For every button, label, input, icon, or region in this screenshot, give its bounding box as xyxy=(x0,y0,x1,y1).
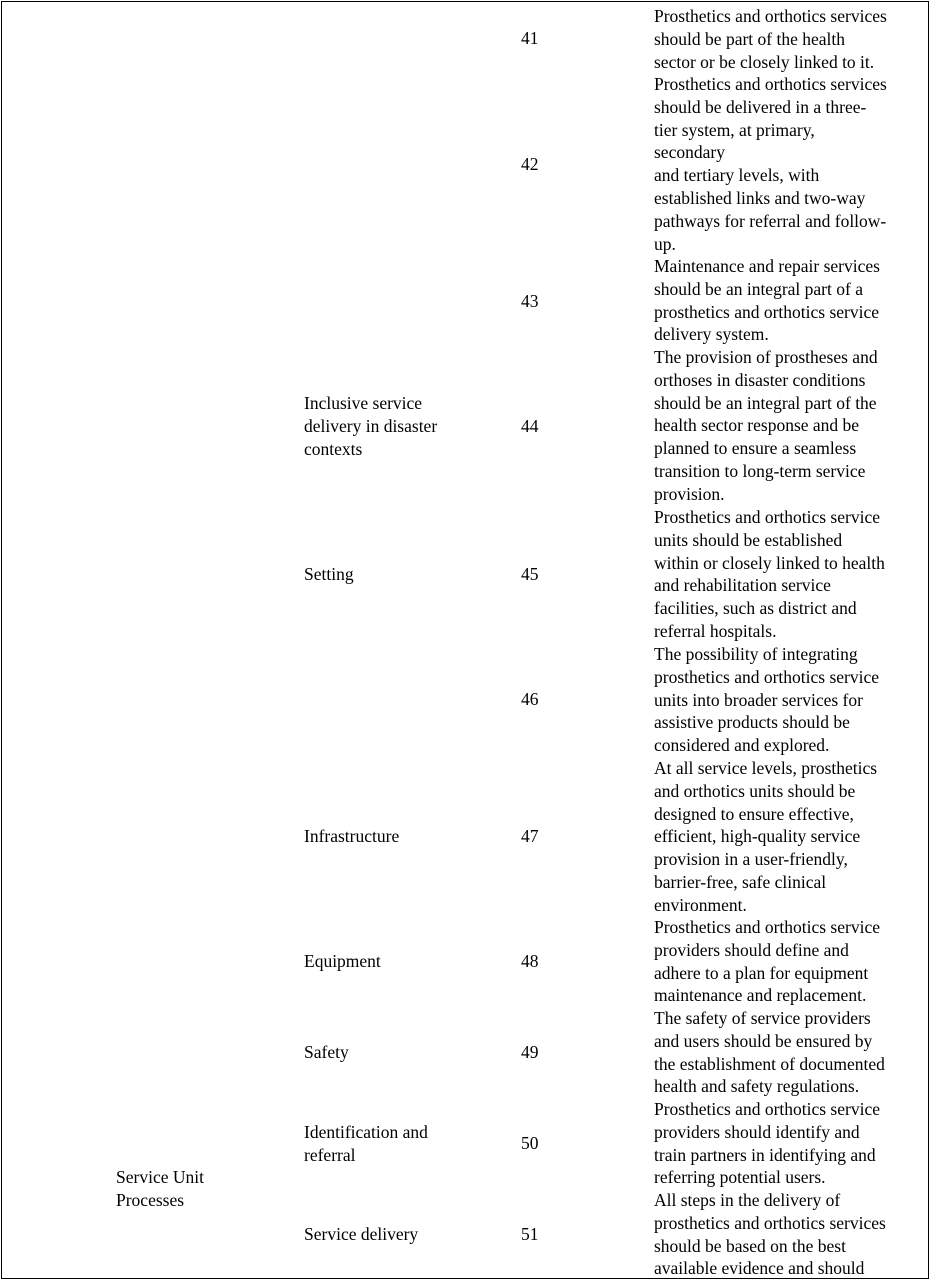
recommendation-text-46: The possibility of integrating prosthetics and orthotics service units into broader services for assistive products should be considered and explored. xyxy=(654,644,880,756)
topic-service-delivery: Service delivery xyxy=(304,1224,419,1244)
recommendation-text-43: Maintenance and repair services should be an integral part of a prosthetics and orthotics service delivery system. xyxy=(654,256,880,345)
recommendation-text-44: The provision of prostheses and orthoses in disaster conditions should be an integral part of the health sector response and be planned to ensure a seamless transition to long-term service provision. xyxy=(654,347,878,504)
table-frame xyxy=(1,1,929,1279)
group-label-service-unit-processes: Service Unit Processes xyxy=(116,1167,204,1210)
topic-equipment: Equipment xyxy=(304,951,381,971)
recommendation-number-49: 49 xyxy=(521,1042,539,1062)
recommendation-number-41: 41 xyxy=(521,28,539,48)
topic-infrastructure: Infrastructure xyxy=(304,826,400,846)
recommendation-text-42: Prosthetics and orthotics services should be delivered in a three- tier system, at primary, secondary and tertiary levels, with established links and two-way pathways for referral and follow- up. xyxy=(654,74,887,254)
recommendation-text-50: Prosthetics and orthotics service providers should identify and train partners in identifying and referring potential users. xyxy=(654,1099,880,1188)
topic-setting: Setting xyxy=(304,564,354,584)
recommendation-number-44: 44 xyxy=(521,416,539,436)
recommendation-number-50: 50 xyxy=(521,1133,539,1153)
recommendation-text-47: At all service levels, prosthetics and orthotics units should be designed to ensure effective, efficient, high-quality service provision in a user-friendly, barrier-free, safe clinical environment. xyxy=(654,758,878,915)
recommendation-text-41: Prosthetics and orthotics services should be part of the health sector or be closely linked to it. xyxy=(654,6,887,72)
recommendation-text-49: The safety of service providers and users should be ensured by the establishment of documented health and safety regulations. xyxy=(654,1008,885,1097)
recommendation-number-46: 46 xyxy=(521,689,539,709)
recommendation-text-48: Prosthetics and orthotics service providers should define and adhere to a plan for equipment maintenance and replacement. xyxy=(654,917,880,1006)
recommendation-text-51: All steps in the delivery of prosthetics and orthotics services should be based on the best available evidence and should xyxy=(654,1190,886,1279)
recommendation-number-47: 47 xyxy=(521,826,539,846)
recommendation-number-43: 43 xyxy=(521,291,539,311)
topic-inclusive-service-delivery: Inclusive service delivery in disaster contexts xyxy=(304,393,438,459)
topic-safety: Safety xyxy=(304,1042,349,1062)
recommendation-number-51: 51 xyxy=(521,1224,539,1244)
recommendation-number-45: 45 xyxy=(521,564,539,584)
recommendation-number-48: 48 xyxy=(521,951,539,971)
recommendation-number-42: 42 xyxy=(521,154,539,174)
topic-identification-and-referral: Identification and referral xyxy=(304,1122,428,1165)
recommendation-text-45: Prosthetics and orthotics service units should be established within or closely linked to health and rehabilitation service facilities, such as district and referral hospitals. xyxy=(654,507,885,641)
